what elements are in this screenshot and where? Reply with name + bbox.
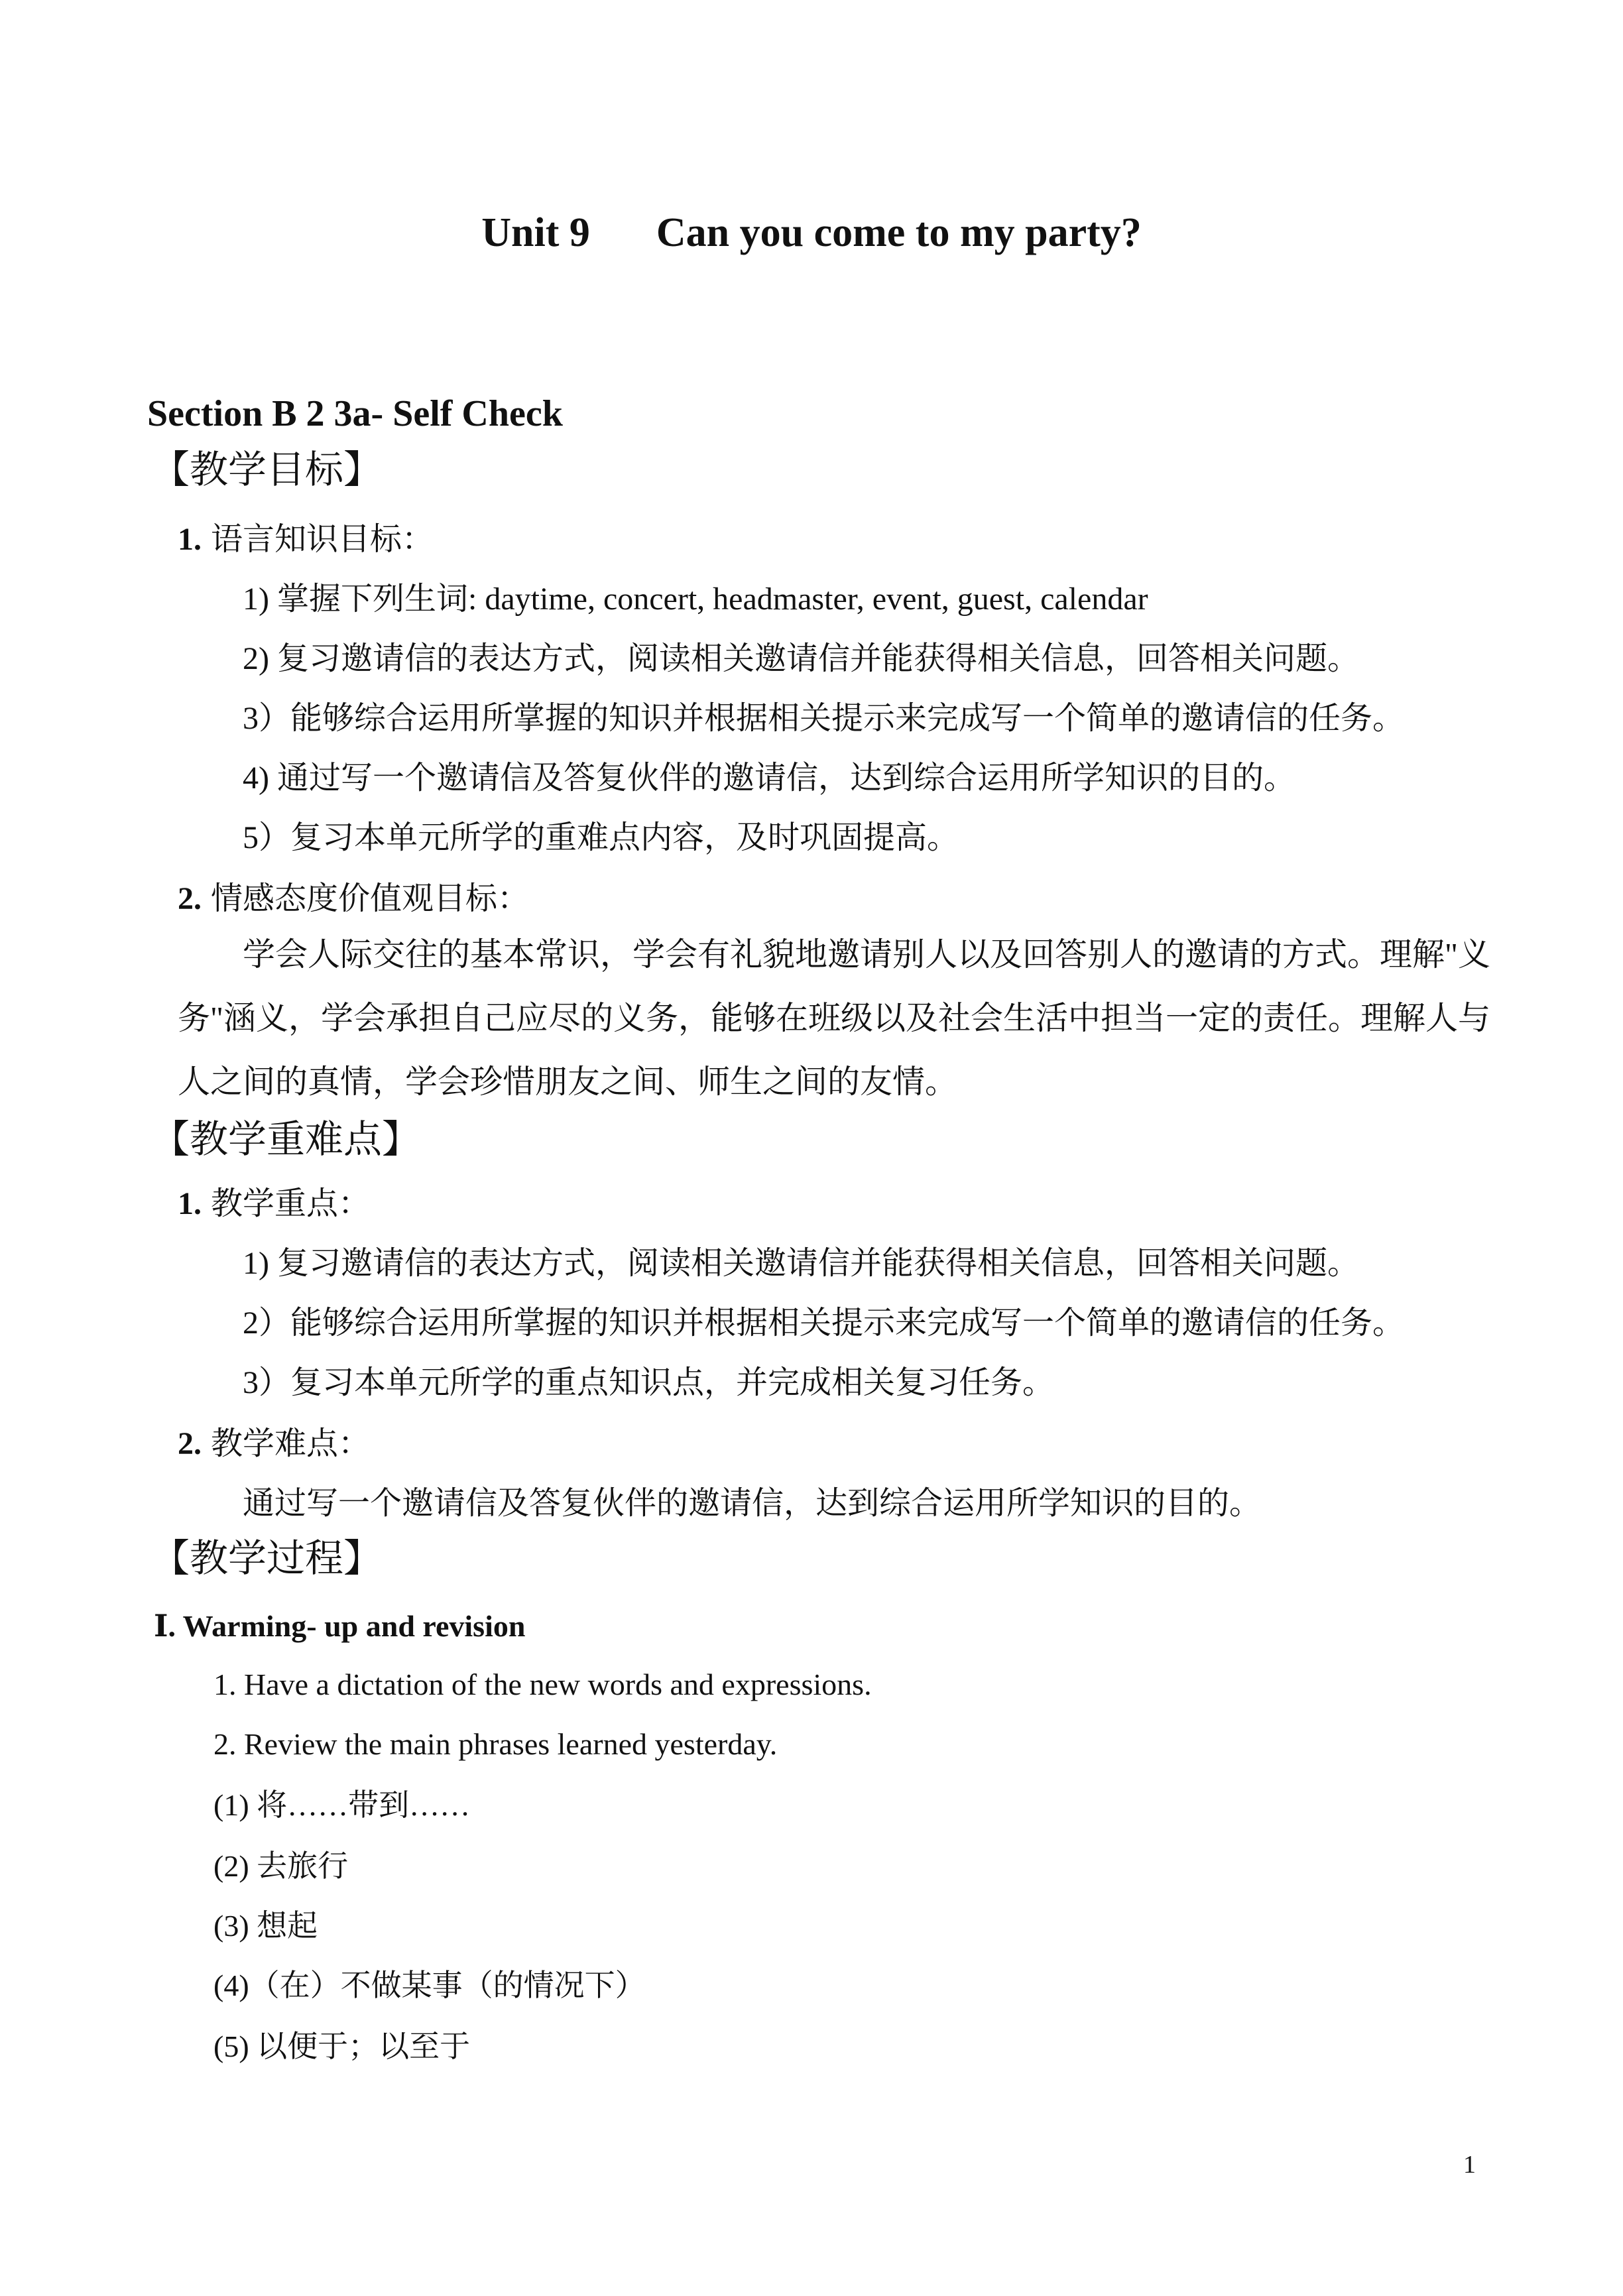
key-item-1: 1. 教学重点： [178,1186,371,1221]
goal-sub-4: 4) 通过写一个邀请信及答复伙伴的邀请信，达到综合运用所学知识的目的。 [243,760,1295,796]
heading-key-points: 【教学重难点】 [151,1118,421,1161]
unit-title: Can you come to my party? [656,210,1142,255]
phrase-2: (2) 去旅行 [213,1849,349,1883]
heading-teaching-process: 【教学过程】 [151,1537,383,1580]
key-difficulty-text: 通过写一个邀请信及答复伙伴的邀请信，达到综合运用所学知识的目的。 [243,1486,1262,1521]
step-1-item-2: 2. Review the main phrases learned yesterday. [213,1727,778,1761]
heading-teaching-goals: 【教学目标】 [151,448,383,491]
page-title [0,212,1623,253]
key-sub-3: 3）复习本单元所学的重点知识点，并完成相关复习任务。 [243,1365,1055,1400]
phrase-1: (1) 将……带到…… [213,1788,471,1822]
section-heading: Section B 2 3a- Self Check [147,393,563,434]
goal-sub-5: 5）复习本单元所学的重难点内容，及时巩固提高。 [243,820,959,855]
goal-paragraph: 学会人际交往的基本常识，学会有礼貌地邀请别人以及回答别人的邀请的方式。理解"义务"涵义，学会承担自己应尽的义务，能够在班级以及社会生活中担当一定的责任。理解人与人之间的真情，学会珍惜朋友之间、师生之间的友情。 [178,936,1491,1100]
goal-sub-3: 3）能够综合运用所掌握的知识并根据相关提示来完成写一个简单的邀请信的任务。 [243,701,1405,736]
page-number: 1 [1463,2151,1476,2179]
key-item-2: 2. 教学难点： [178,1426,371,1461]
phrase-4: (4)（在）不做某事（的情况下） [213,1968,646,2002]
step-1-item-1: 1. Have a dictation of the new words and expressions. [213,1667,872,1701]
step-1-title: Ⅰ. Warming- up and revision [154,1609,526,1643]
goal-sub-1: 1) 掌握下列生词: daytime, concert, headmaster, event, guest, calendar [243,581,1148,617]
phrase-3: (3) 想起 [213,1909,318,1943]
unit-label: Unit 9 [481,210,590,255]
goal-item-1: 1. 语言知识目标： [178,522,434,557]
goal-item-2: 2. 情感态度价值观目标： [178,881,530,916]
key-sub-2: 2）能够综合运用所掌握的知识并根据相关提示来完成写一个简单的邀请信的任务。 [243,1305,1405,1341]
goal-sub-2: 2) 复习邀请信的表达方式，阅读相关邀请信并能获得相关信息，回答相关问题。 [243,641,1359,676]
key-sub-1: 1) 复习邀请信的表达方式，阅读相关邀请信并能获得相关信息，回答相关问题。 [243,1246,1359,1281]
phrase-5: (5) 以便于；以至于 [213,2029,471,2063]
